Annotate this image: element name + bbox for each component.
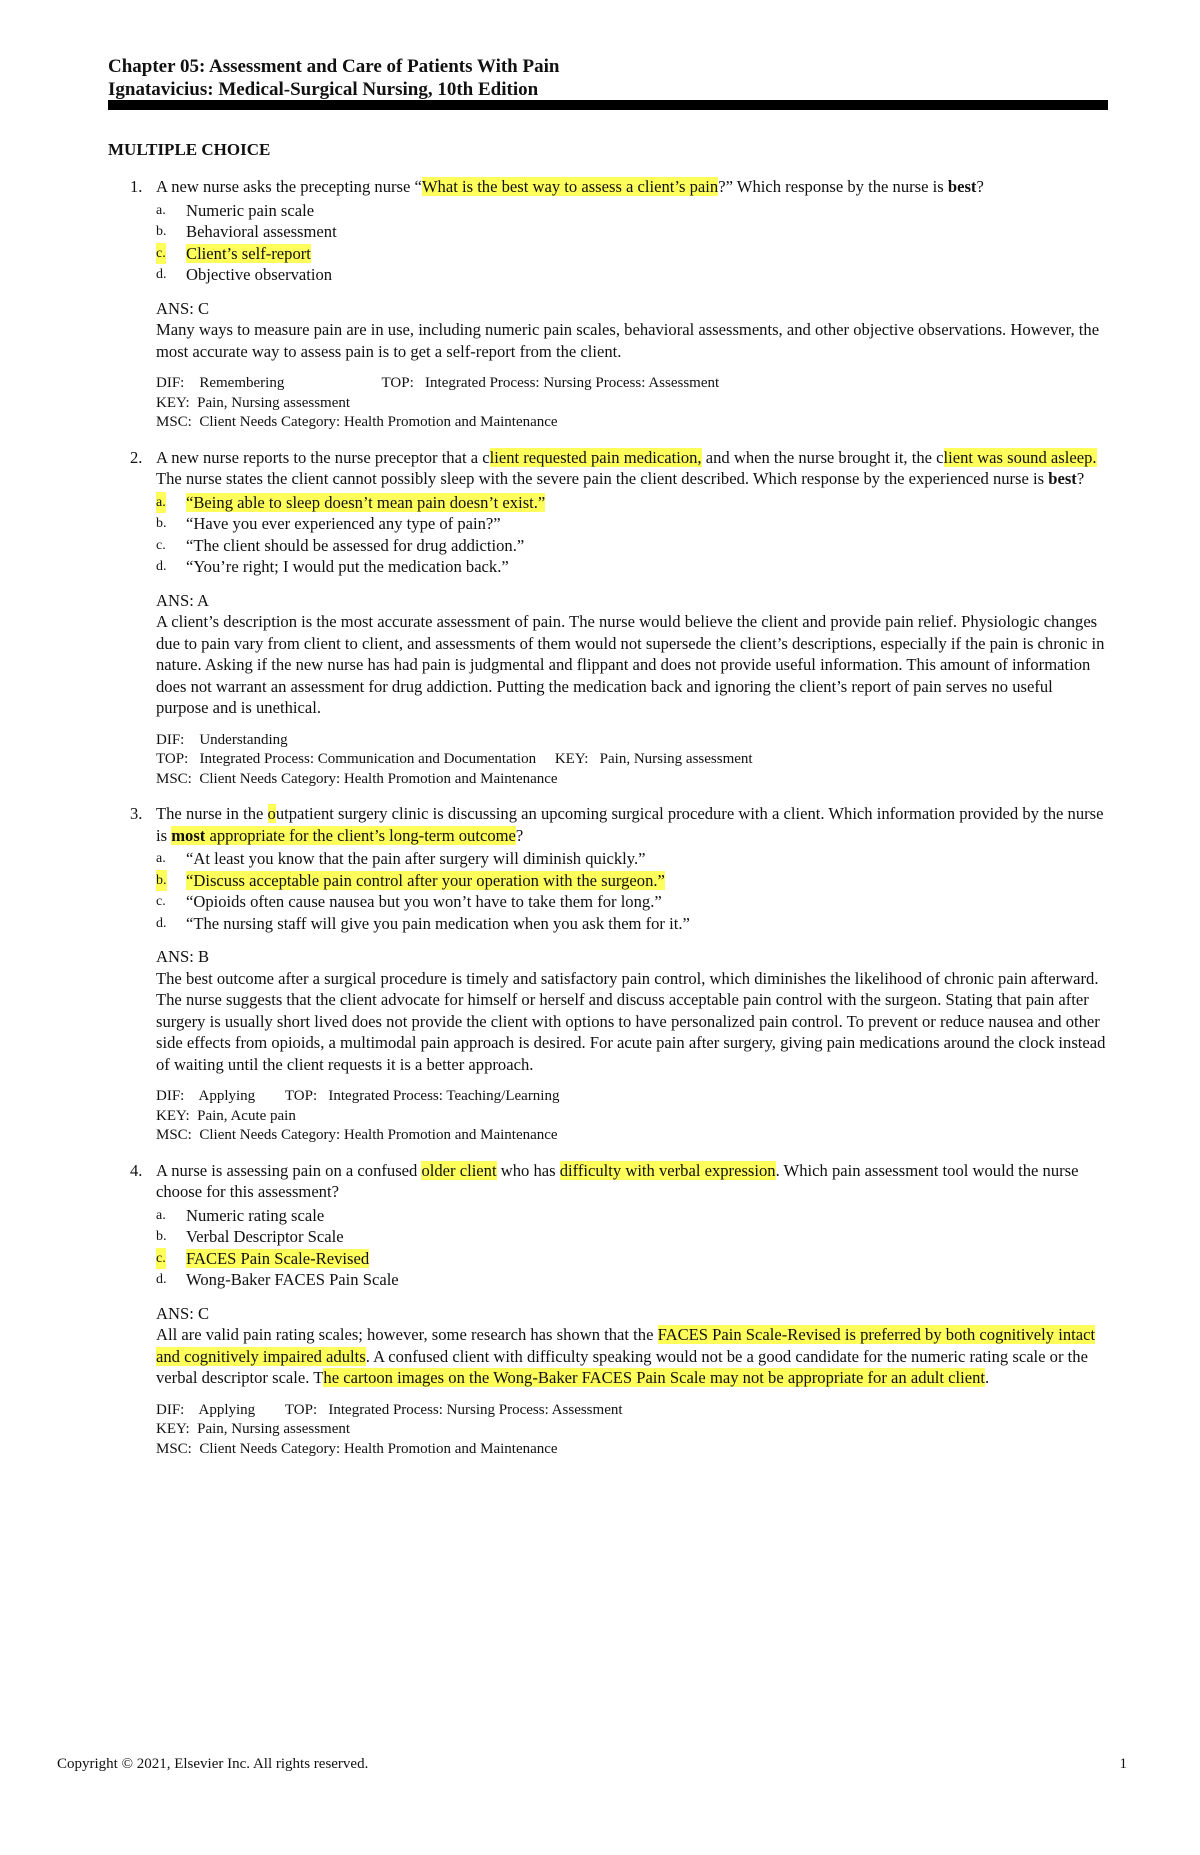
option-body bbox=[186, 849, 645, 868]
text-run: . Which pain assessment tool would the nurse choose for this assessment? bbox=[156, 1160, 1079, 1201]
option-body bbox=[186, 1206, 324, 1225]
answer-option bbox=[156, 1269, 1108, 1291]
text-run: The nurse in the bbox=[156, 804, 268, 823]
highlighted-text: o bbox=[267, 804, 276, 823]
option-text: Client’s self-report bbox=[186, 243, 311, 263]
option-letter: a. bbox=[156, 202, 166, 218]
option-letter: c. bbox=[156, 243, 166, 265]
text-run: All are valid pain rating scales; however, some research has shown that the bbox=[156, 1325, 658, 1344]
highlighted-text: most bbox=[171, 825, 206, 845]
option-letter: b. bbox=[156, 1229, 167, 1244]
option-letter: c. bbox=[156, 537, 166, 553]
answer-option bbox=[156, 535, 1108, 557]
highlighted-option bbox=[186, 1249, 369, 1268]
answer-option bbox=[156, 870, 1108, 892]
answer-option bbox=[156, 556, 1108, 578]
option-text: “Discuss acceptable pain control after your operation with the surgeon.” bbox=[186, 870, 665, 890]
answer-option bbox=[156, 221, 1108, 243]
question-stem bbox=[156, 447, 1108, 490]
metadata-row: DIF: Understanding bbox=[156, 731, 288, 748]
answer-option bbox=[156, 243, 1108, 265]
option-letter: c. bbox=[156, 894, 166, 909]
header-rule bbox=[108, 100, 1108, 110]
answer-key: ANS: C bbox=[156, 1303, 210, 1323]
highlighted-option bbox=[186, 244, 311, 263]
answer-option bbox=[156, 1248, 1108, 1270]
option-letter: a. bbox=[156, 1207, 166, 1223]
answer-option bbox=[156, 1226, 1108, 1248]
question-metadata bbox=[156, 1087, 1108, 1146]
text-run: ? bbox=[1076, 469, 1085, 488]
rationale bbox=[156, 1324, 1108, 1389]
answer-key: ANS: A bbox=[156, 590, 210, 610]
question-number: 1. bbox=[130, 177, 143, 196]
text-run: utpatient surgery clinic is discussing an upcoming surgical procedure with a client. Which information provided by the nurse is bbox=[156, 804, 1104, 845]
option-text: FACES Pain Scale-Revised bbox=[186, 1248, 370, 1268]
highlighted-text: lient was sound asleep. bbox=[943, 447, 1097, 467]
option-body bbox=[186, 514, 501, 533]
metadata-row: DIF: Applying TOP: Integrated Process: Teaching/Learning bbox=[156, 1088, 560, 1104]
metadata-row: KEY: Pain, Nursing assessment bbox=[156, 1421, 351, 1437]
option-text: Objective observation bbox=[186, 265, 333, 284]
option-body bbox=[186, 201, 314, 220]
text-run: The nurse states the client cannot possibly sleep with the severe pain the client described. Which response by the experienced nurse is bbox=[156, 469, 1049, 488]
metadata-row: KEY: Pain, Nursing assessment bbox=[156, 394, 351, 411]
highlighted-text: appropriate for the client’s long-term outcome bbox=[205, 825, 516, 845]
option-letter: d. bbox=[156, 559, 167, 574]
highlighted-text: lient requested pain medication, bbox=[489, 447, 702, 467]
answer-option bbox=[156, 1205, 1108, 1227]
option-text: Verbal Descriptor Scale bbox=[186, 1227, 344, 1246]
question-stem bbox=[156, 176, 1108, 198]
rationale bbox=[156, 319, 1108, 362]
answer-option bbox=[156, 913, 1108, 935]
answer-options bbox=[156, 848, 1108, 934]
text-run: . A confused client with difficulty speaking would not be a good candidate for the numeric rating scale or the verbal descriptor scale. T bbox=[156, 1346, 1088, 1387]
question-item bbox=[108, 1160, 1108, 1460]
chapter-title: Chapter 05: Assessment and Care of Patients With Pain bbox=[108, 56, 560, 77]
answer-option bbox=[156, 848, 1108, 870]
answer-key: ANS: B bbox=[156, 947, 210, 966]
highlighted-text: he cartoon images on the Wong-Baker FACES Pain Scale may not be appropriate for an adult client bbox=[323, 1368, 986, 1387]
metadata-row: DIF: Remembering TOP: Integrated Process: Nursing Process: Assessment bbox=[156, 375, 720, 391]
question-metadata bbox=[156, 374, 1108, 433]
question-item bbox=[108, 176, 1108, 433]
text-run: Many ways to measure pain are in use, including numeric pain scales, behavioral assessments, and other objective observations. However, the most accurate way to assess pain is to get a self-report from the client. bbox=[156, 320, 1100, 361]
answer-options bbox=[156, 1205, 1108, 1291]
question-metadata bbox=[156, 1401, 1108, 1460]
text-run: ? bbox=[515, 825, 524, 845]
highlighted-option bbox=[186, 493, 545, 512]
metadata-row: MSC: Client Needs Category: Health Promotion and Maintenance bbox=[156, 770, 558, 787]
option-body bbox=[186, 265, 332, 284]
option-body bbox=[186, 222, 337, 241]
option-text: “Have you ever experienced any type of pain?” bbox=[186, 514, 501, 533]
option-letter: d. bbox=[156, 1272, 167, 1287]
option-text: Numeric rating scale bbox=[186, 1205, 325, 1225]
highlighted-text: older client bbox=[421, 1160, 497, 1180]
option-body bbox=[186, 892, 662, 911]
highlighted-option bbox=[186, 871, 665, 890]
answer-key: ANS: C bbox=[156, 298, 210, 318]
question-number: 4. bbox=[130, 1160, 143, 1180]
document-header bbox=[108, 55, 1108, 101]
bold-text: best bbox=[947, 177, 977, 196]
question-stem bbox=[156, 803, 1108, 846]
metadata-row: TOP: Integrated Process: Communication and Documentation KEY: Pain, Nursing assessment bbox=[156, 751, 753, 767]
rationale bbox=[156, 611, 1108, 719]
highlighted-text: difficulty with verbal expression bbox=[559, 1160, 776, 1180]
book-title: Ignatavicius: Medical-Surgical Nursing, 10th Edition bbox=[108, 79, 539, 100]
metadata-row: MSC: Client Needs Category: Health Promotion and Maintenance bbox=[156, 1127, 558, 1143]
option-text: “At least you know that the pain after surgery will diminish quickly.” bbox=[186, 849, 646, 868]
copyright-notice: Copyright © 2021, Elsevier Inc. All rights reserved. bbox=[57, 1756, 369, 1772]
option-text: Numeric pain scale bbox=[186, 200, 315, 220]
highlighted-text: What is the best way to assess a client’s pain bbox=[421, 177, 719, 196]
option-text: “You’re right; I would put the medication back.” bbox=[186, 557, 509, 576]
page-number: 1 bbox=[1119, 1756, 1127, 1772]
text-run: A new nurse asks the precepting nurse “ bbox=[156, 177, 422, 196]
option-text: Behavioral assessment bbox=[186, 222, 337, 241]
option-text: “The nursing staff will give you pain medication when you ask them for it.” bbox=[186, 913, 690, 933]
option-text: “The client should be assessed for drug addiction.” bbox=[186, 535, 525, 555]
answer-option bbox=[156, 264, 1108, 286]
answer-options bbox=[156, 492, 1108, 578]
answer-option bbox=[156, 891, 1108, 913]
text-run: The best outcome after a surgical procedure is timely and satisfactory pain control, which diminishes the likelihood of chronic pain afterward. The nurse suggests that the client advocate for himself or herself and discuss acceptable pain control with the surgeon. Stating that pain after surgery is usually short lived does not provide the client with options to have personalized pain control. To prevent or reduce nausea and other side effects from opioids, a multimodal pain approach is desired. For acute pain after surgery, giving pain medications around the clock instead of waiting until the client requests it is a better approach. bbox=[156, 968, 1106, 1074]
option-letter: a. bbox=[156, 851, 166, 866]
text-run: ?” Which response by the nurse is bbox=[718, 177, 948, 196]
option-body bbox=[186, 557, 509, 576]
metadata-row: KEY: Pain, Acute pain bbox=[156, 1107, 296, 1124]
metadata-row: MSC: Client Needs Category: Health Promotion and Maintenance bbox=[156, 1440, 558, 1457]
text-run: A new nurse reports to the nurse preceptor that a c bbox=[156, 447, 490, 467]
text-run: and when the nurse brought it, the c bbox=[701, 447, 944, 467]
metadata-row: MSC: Client Needs Category: Health Promotion and Maintenance bbox=[156, 414, 558, 430]
question-item bbox=[108, 803, 1108, 1146]
answer-options bbox=[156, 200, 1108, 286]
question-list bbox=[108, 176, 1108, 1473]
highlighted-text: FACES Pain Scale-Revised is preferred by both cognitively intact and cognitively impaired adults bbox=[156, 1325, 1096, 1366]
answer-option bbox=[156, 513, 1108, 535]
text-run: ? bbox=[976, 177, 984, 196]
option-body bbox=[186, 1270, 399, 1289]
rationale bbox=[156, 968, 1108, 1076]
option-letter: b. bbox=[156, 224, 167, 239]
option-body bbox=[186, 914, 690, 933]
option-text: “Being able to sleep doesn’t mean pain doesn’t exist.” bbox=[186, 492, 546, 512]
option-body bbox=[186, 1227, 344, 1246]
option-letter: b. bbox=[156, 516, 167, 531]
option-text: “Opioids often cause nausea but you won’t have to take them for long.” bbox=[186, 892, 662, 911]
text-run: A nurse is assessing pain on a confused bbox=[156, 1160, 422, 1180]
question-number: 3. bbox=[130, 804, 143, 823]
text-run: A client’s description is the most accurate assessment of pain. The nurse would believe the client and provide pain relief. Physiologic changes due to pain vary from client to client, and assessments of them would not supersede the client’s descriptions, especially if the pain is chronic in nature. Asking if the new nurse has had pain is judgmental and flippant and does not provide useful information. This amount of information does not warrant an assessment for drug addiction. Putting the medication back and ignoring the client’s report of pain serves no useful purpose and is unethical. bbox=[156, 612, 1105, 717]
question-number: 2. bbox=[130, 447, 143, 467]
question-metadata bbox=[156, 731, 1108, 790]
text-run: . bbox=[985, 1368, 990, 1387]
option-text: Wong-Baker FACES Pain Scale bbox=[186, 1270, 399, 1289]
text-run: who has bbox=[496, 1160, 560, 1180]
option-letter: c. bbox=[156, 1248, 166, 1270]
section-title: MULTIPLE CHOICE bbox=[108, 140, 271, 159]
answer-option bbox=[156, 492, 1108, 514]
option-letter: d. bbox=[156, 915, 167, 931]
option-body bbox=[186, 536, 524, 555]
answer-option bbox=[156, 200, 1108, 222]
option-letter: b. bbox=[156, 870, 167, 892]
question-item bbox=[108, 447, 1108, 790]
bold-text: best bbox=[1048, 469, 1077, 488]
option-letter: a. bbox=[156, 492, 166, 514]
question-stem bbox=[156, 1160, 1108, 1203]
option-letter: d. bbox=[156, 267, 167, 282]
metadata-row: DIF: Applying TOP: Integrated Process: Nursing Process: Assessment bbox=[156, 1401, 623, 1418]
